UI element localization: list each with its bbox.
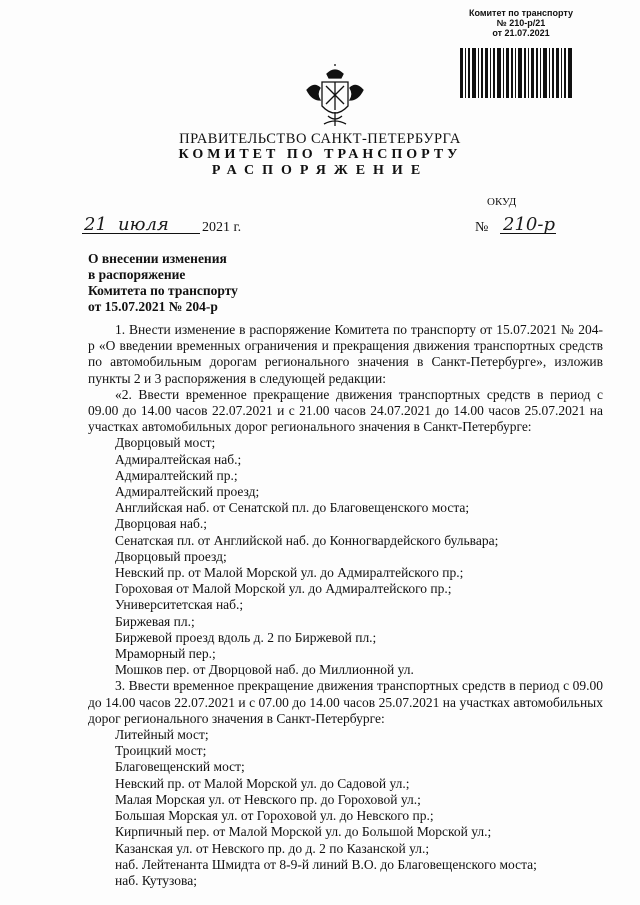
stamp-line-committee: Комитет по транспорту [468,8,573,18]
list-item: Кирпичный пер. от Малой Морской ул. до Большой Морской ул.; [115,824,492,840]
stamp-line-number: № 210-р/21 [496,18,546,28]
committee-title: КОМИТЕТ ПО ТРАНСПОРТУ [178,147,462,162]
date-day: 21 [84,214,107,235]
paragraph-2: «2. Ввести временное прекращение движения транспортных средств в период с 09.00 до 14.00 часов 22.07.2021 и с 21.00 часов 24.07.2021 до 14.00 часов 25.07.2021 на участках автомобильных дорог регионального значения в Санкт-Петербурге: [88,386,603,435]
list-item: Гороховая от Малой Морской ул. до Адмиралтейского пр.; [115,581,452,597]
list-item: Дворцовый мост; [115,435,216,451]
date-month: июля [118,214,169,235]
number-label: № [475,220,489,235]
list-item: Дворцовый проезд; [115,548,227,564]
list-item: Дворцовая наб.; [115,516,207,532]
list-item: Благовещенский мост; [115,759,245,775]
document-type-title: РАСПОРЯЖЕНИЕ [211,163,429,178]
list-item: Адмиралтейский пр.; [115,467,238,483]
coat-of-arms-icon [304,64,366,128]
list-item: Адмиралтейский проезд; [115,484,260,500]
list-item: Биржевая пл.; [115,613,195,629]
subject-line: О внесении изменения [88,251,227,266]
government-title: ПРАВИТЕЛЬСТВО САНКТ-ПЕТЕРБУРГА [179,131,461,147]
list-item: Невский пр. от Малой Морской ул. до Адмиралтейского пр.; [115,565,464,581]
okud-label: ОКУД [487,196,517,208]
subject-line: в распоряжение [88,267,186,282]
subject-line: Комитета по транспорту [88,283,238,298]
list-item: Адмиралтейская наб.; [115,451,242,467]
number-underline [500,233,556,234]
list-item: Малая Морская ул. от Невского пр. до Гороховой ул.; [115,791,421,807]
document-body [88,322,603,889]
list-item: Биржевой проезд вдоль д. 2 по Биржевой пл.; [115,629,377,645]
document-subject [88,251,238,315]
list-item: Казанская ул. от Невского пр. до д. 2 по Казанской ул.; [115,840,430,856]
barcode-icon [460,48,572,98]
list-item: Большая Морская ул. от Гороховой ул. до Невского пр.; [115,808,434,824]
list-item: Английская наб. от Сенатской пл. до Благовещенского моста; [115,500,470,516]
paragraph-3: 3. Ввести временное прекращение движения транспортных средств в период с 09.00 до 14.00 часов 22.07.2021 и с 07.00 до 14.00 часов 25.07.2021 на участках автомобильных дорог регионального значения в Санкт-Петербурге: [88,678,603,726]
date-underline [82,233,200,234]
number-value: 210-р [503,214,555,235]
list-item: Троицкий мост; [115,743,207,759]
list-item: наб. Лейтенанта Шмидта от 8-9-й линий В.О. до Благовещенского моста; [115,856,537,872]
registration-stamp [462,8,580,38]
list-item: наб. Кутузова; [115,872,197,888]
subject-line: от 15.07.2021 № 204-р [88,299,218,314]
list-item: Мраморный пер.; [115,646,216,662]
paragraph-1: 1. Внести изменение в распоряжение Комитета по транспорту от 15.07.2021 № 204-р «О введении временных ограничения и прекращения движения транспортных средств по автомобильным дорогам регионального значения в Санкт-Петербурге», изложив пункты 2 и 3 распоряжения в следующей редакции: [88,322,603,386]
list-item: Литейный мост; [115,727,209,743]
list-item: Сенатская пл. от Английской наб. до Конногвардейского бульвара; [115,532,499,548]
date-year: 2021 г. [202,220,242,235]
list-item: Невский пр. от Малой Морской ул. до Садовой ул.; [115,775,410,791]
list-item: Мошков пер. от Дворцовой наб. до Миллионной ул. [115,662,414,678]
stamp-line-date: от 21.07.2021 [492,28,550,38]
list-item: Университетская наб.; [115,597,244,613]
